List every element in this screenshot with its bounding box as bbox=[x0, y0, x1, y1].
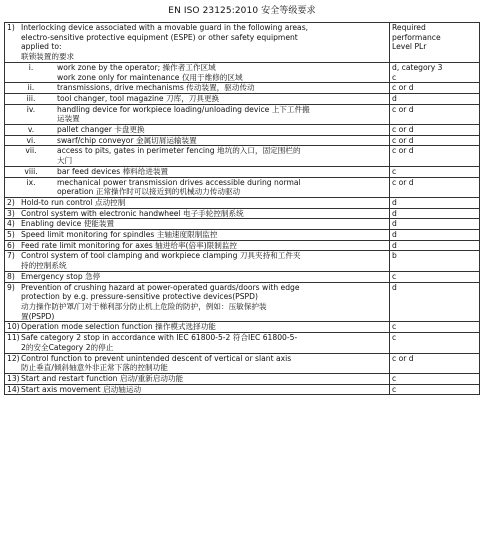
table-row bbox=[5, 322, 480, 333]
table-row bbox=[5, 251, 480, 271]
header-requirement-cell bbox=[5, 23, 390, 63]
requirement-line: 大门 bbox=[57, 156, 73, 166]
level-value: d bbox=[392, 282, 397, 292]
level-value: c or d bbox=[392, 135, 414, 145]
item-number: 11) bbox=[7, 333, 20, 343]
level-cell bbox=[390, 240, 480, 251]
level-value: d bbox=[392, 93, 397, 103]
table-row bbox=[5, 166, 480, 177]
item-number: 13) bbox=[7, 373, 20, 383]
table-row bbox=[5, 177, 480, 197]
requirement-cell bbox=[5, 62, 390, 82]
requirement-line: 持的控制系统 bbox=[21, 261, 67, 271]
level-cell bbox=[390, 353, 480, 373]
requirement-line: Start and restart function 启动/重新启动功能 bbox=[21, 373, 184, 383]
level-cell bbox=[390, 177, 480, 197]
level-value: c bbox=[392, 72, 397, 82]
level-cell bbox=[390, 251, 480, 271]
item-number: 3) bbox=[7, 208, 15, 218]
item-number: 6) bbox=[7, 240, 15, 250]
requirement-cell bbox=[5, 322, 390, 333]
level-value: b bbox=[392, 251, 397, 261]
table-row bbox=[5, 208, 480, 219]
requirement-line: protection by e.g. pressure-sensitive protective devices(PSPD) bbox=[21, 292, 258, 302]
roman-numeral: v. bbox=[27, 125, 35, 135]
requirement-line: Emergency stop 急停 bbox=[21, 271, 101, 281]
requirement-line: Prevention of crushing hazard at power-operated guards/doors with edge bbox=[21, 282, 300, 292]
level-value: d bbox=[392, 240, 397, 250]
requirement-line: 2的安全Category 2的停止 bbox=[21, 342, 114, 352]
requirement-cell bbox=[5, 104, 390, 124]
table-row bbox=[5, 104, 480, 124]
table-row bbox=[5, 135, 480, 146]
item-number: 1) bbox=[7, 23, 15, 32]
level-cell bbox=[390, 146, 480, 166]
level-cell bbox=[390, 93, 480, 104]
level-value: c or d bbox=[392, 83, 414, 93]
requirement-cell bbox=[5, 146, 390, 166]
requirement-cell bbox=[5, 208, 390, 219]
requirement-line: 运装置 bbox=[57, 114, 80, 124]
requirement-line: Hold-to run control 点动控制 bbox=[21, 197, 126, 207]
item-number: 8) bbox=[7, 271, 15, 281]
level-value: d bbox=[392, 219, 397, 229]
item-number: 10) bbox=[7, 322, 20, 332]
requirement-line: swarf/chip conveyor 金属切屑运输装置 bbox=[57, 135, 197, 145]
level-value: c or d bbox=[392, 353, 414, 363]
requirement-cell bbox=[5, 177, 390, 197]
table-row bbox=[5, 125, 480, 136]
level-cell bbox=[390, 373, 480, 384]
requirement-line: Control system of tool clamping and workpiece clamping 刀具夹持和工件夹 bbox=[21, 251, 301, 261]
level-value: c or d bbox=[392, 104, 414, 114]
requirement-cell bbox=[5, 135, 390, 146]
requirement-line: Control system with electronic handwheel 电子手轮控制系统 bbox=[21, 208, 244, 218]
requirement-cell bbox=[5, 166, 390, 177]
requirement-line: 防止垂直/倾斜轴意外非正常下落的控制功能 bbox=[21, 363, 168, 373]
level-cell bbox=[390, 62, 480, 82]
header-line: 联锁装置的要求 bbox=[21, 52, 75, 62]
requirement-line: Operation mode selection function 操作模式选择功能 bbox=[21, 322, 216, 332]
level-cell bbox=[390, 166, 480, 177]
requirement-line: work zone only for maintenance 仅用于维修的区域 bbox=[57, 72, 243, 82]
requirement-line: Safe category 2 stop in accordance with IEC 61800-5-2 符合IEC 61800-5- bbox=[21, 333, 298, 343]
requirement-line: Speed limit monitoring for spindles 主轴速度限制监控 bbox=[21, 230, 218, 240]
roman-numeral: iii. bbox=[26, 93, 36, 103]
requirement-cell bbox=[5, 271, 390, 282]
level-cell bbox=[390, 322, 480, 333]
requirement-line: 置(PSPD) bbox=[21, 311, 55, 321]
roman-numeral: vii. bbox=[25, 146, 37, 156]
level-value: c bbox=[392, 166, 397, 176]
level-value: c bbox=[392, 384, 397, 394]
level-value: d bbox=[392, 230, 397, 240]
requirement-line: Control function to prevent unintended descent of vertical or slant axis bbox=[21, 353, 292, 363]
requirement-cell bbox=[5, 83, 390, 94]
requirement-line: bar feed devices 棒料给进装置 bbox=[57, 166, 169, 176]
table-row bbox=[5, 240, 480, 251]
header-level-line: Level PLr bbox=[392, 42, 427, 52]
item-number: 5) bbox=[7, 230, 15, 240]
item-number: 2) bbox=[7, 197, 15, 207]
requirement-line: work zone by the operator; 操作者工作区域 bbox=[57, 62, 216, 72]
level-cell bbox=[390, 83, 480, 94]
level-value: c bbox=[392, 322, 397, 332]
item-number: 7) bbox=[7, 251, 15, 261]
requirement-cell bbox=[5, 384, 390, 395]
requirement-cell bbox=[5, 333, 390, 353]
requirement-line: tool changer, tool magazine 刀库，刀具更换 bbox=[57, 93, 220, 103]
requirement-cell bbox=[5, 93, 390, 104]
level-cell bbox=[390, 197, 480, 208]
table-row bbox=[5, 93, 480, 104]
table-row bbox=[5, 219, 480, 230]
level-value: c bbox=[392, 373, 397, 383]
roman-numeral: iv. bbox=[26, 104, 36, 114]
requirement-line: mechanical power transmission drives accessible during normal bbox=[57, 177, 301, 187]
requirement-line: 动力操作防护罩/门对于梯利部分防止机上危险的防护，例如：压敏保护装 bbox=[21, 301, 267, 311]
requirement-cell bbox=[5, 197, 390, 208]
header-line: applied to: bbox=[21, 42, 62, 52]
level-cell bbox=[390, 282, 480, 322]
table-header-row bbox=[5, 23, 480, 63]
item-number: 4) bbox=[7, 219, 15, 229]
table-row bbox=[5, 230, 480, 241]
requirement-cell bbox=[5, 230, 390, 241]
header-line: Interlocking device associated with a movable guard in the following areas, bbox=[21, 23, 309, 32]
level-value: c bbox=[392, 271, 397, 281]
requirement-cell bbox=[5, 353, 390, 373]
level-value: d, category 3 bbox=[392, 62, 443, 72]
level-cell bbox=[390, 219, 480, 230]
requirement-line: handling device for workpiece loading/unloading device 上下工件搬 bbox=[57, 104, 310, 114]
header-level-line: Required bbox=[392, 23, 426, 32]
header-level-line: performance bbox=[392, 32, 441, 42]
level-cell bbox=[390, 384, 480, 395]
level-value: c or d bbox=[392, 177, 414, 187]
header-line: electro-sensitive protective equipment (ESPE) or other safety equipment bbox=[21, 32, 298, 42]
level-value: d bbox=[392, 197, 397, 207]
table-row bbox=[5, 271, 480, 282]
requirement-line: pallet changer 卡盘更换 bbox=[57, 125, 145, 135]
table-row bbox=[5, 282, 480, 322]
safety-requirements-table bbox=[4, 22, 480, 395]
level-cell bbox=[390, 230, 480, 241]
level-cell bbox=[390, 208, 480, 219]
requirement-cell bbox=[5, 240, 390, 251]
requirement-line: Enabling device 使能装置 bbox=[21, 219, 115, 229]
level-value: c bbox=[392, 333, 397, 343]
level-cell bbox=[390, 104, 480, 124]
requirement-line: access to pits, gates in perimeter fencing 地坑的入口，固定围栏的 bbox=[57, 146, 301, 156]
table-row bbox=[5, 146, 480, 166]
table-row bbox=[5, 373, 480, 384]
level-cell bbox=[390, 271, 480, 282]
requirement-line: Feed rate limit monitoring for axes 轴进给率(倍率)限制监控 bbox=[21, 240, 238, 250]
header-level-cell bbox=[390, 23, 480, 63]
table-row bbox=[5, 353, 480, 373]
level-cell bbox=[390, 333, 480, 353]
requirement-cell bbox=[5, 373, 390, 384]
requirement-cell bbox=[5, 219, 390, 230]
table-row bbox=[5, 333, 480, 353]
requirement-line: Start axis movement 启动轴运动 bbox=[21, 384, 142, 394]
level-cell bbox=[390, 125, 480, 136]
item-number: 12) bbox=[7, 353, 20, 363]
roman-numeral: ii. bbox=[27, 83, 35, 93]
table-row bbox=[5, 197, 480, 208]
level-value: d bbox=[392, 208, 397, 218]
level-cell bbox=[390, 135, 480, 146]
requirement-line: operation 正常操作时可以接近到的机械动力传动驱动 bbox=[57, 187, 241, 197]
item-number: 14) bbox=[7, 384, 20, 394]
item-number: 9) bbox=[7, 282, 15, 292]
table-row bbox=[5, 384, 480, 395]
page-title: EN ISO 23125:2010 安全等级要求 bbox=[168, 6, 316, 16]
level-value: c or d bbox=[392, 125, 414, 135]
requirement-cell bbox=[5, 125, 390, 136]
roman-numeral: vi. bbox=[26, 135, 36, 145]
requirement-line: transmissions, drive mechanisms 传动装置，驱动传动 bbox=[57, 83, 255, 93]
requirement-cell bbox=[5, 251, 390, 271]
level-value: c or d bbox=[392, 146, 414, 156]
roman-numeral: ix. bbox=[26, 177, 36, 187]
table-row bbox=[5, 83, 480, 94]
requirement-cell bbox=[5, 282, 390, 322]
roman-numeral: viii. bbox=[24, 166, 38, 176]
table-row bbox=[5, 62, 480, 82]
roman-numeral: i. bbox=[28, 62, 34, 72]
